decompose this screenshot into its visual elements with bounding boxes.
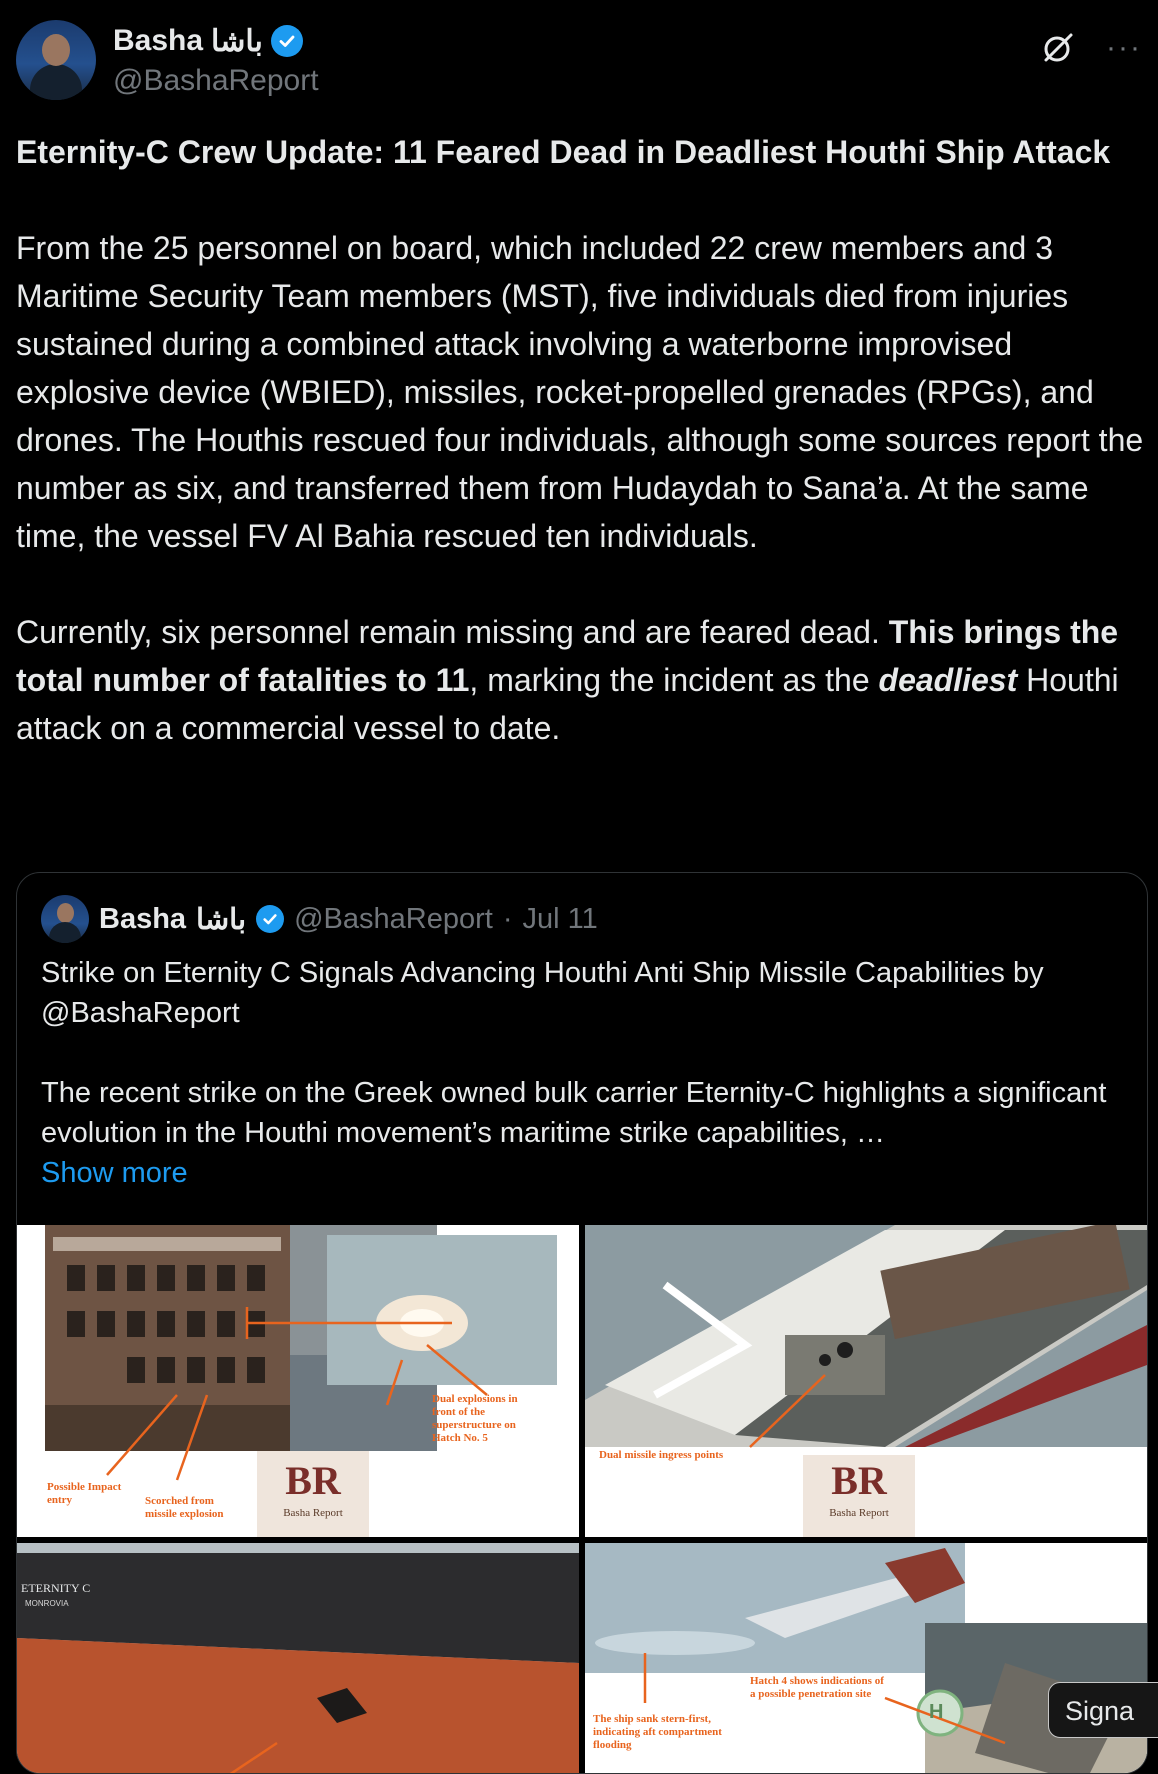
annotation-impact-entry: Possible Impact entry — [47, 1481, 122, 1506]
post-actions-top — [1040, 30, 1142, 66]
post-paragraph-2-bold: This brings the total number of fatalities to 11 — [16, 614, 1119, 698]
post-paragraph-2-start: Currently, six personnel remain missing and are feared dead. — [16, 614, 889, 650]
quoted-paragraph-1: Strike on Eternity C Signals Advancing Houthi Anti Ship Missile Capabilities by @BashaReport — [41, 957, 1044, 1029]
quoted-post[interactable] — [16, 872, 1148, 1774]
author-avatar[interactable] — [16, 20, 96, 100]
annotation-dual-explosions: Dual explosions in front of the superstructure on Hatch No. 5 — [432, 1393, 518, 1444]
meta-separator: · — [502, 902, 513, 935]
post-paragraph-1: From the 25 personnel on board, which included 22 crew members and 3 Maritime Security Team members (MST), five individuals died from injuries sustained during a combined attack involving a waterborne improvised explosive device (WBIED), missiles, rocket-propelled grenades (RPGs), and drones. The Houthis rescued four individuals, although some sources report the number as six, and transferred them from Hudaydah to Sana’a. At the same time, the vessel FV Al Bahia rescued ten individuals. — [16, 230, 1144, 554]
verified-badge-icon[interactable] — [271, 25, 303, 57]
post-paragraph-2-italic: deadliest — [878, 662, 1018, 698]
media-image-1[interactable] — [17, 1225, 579, 1537]
tooltip-label: Signa — [1048, 1682, 1158, 1738]
show-more-link[interactable]: Show more — [41, 1157, 188, 1189]
media-image-2[interactable] — [585, 1225, 1147, 1537]
author-names — [113, 22, 319, 98]
media-grid — [17, 1225, 1147, 1774]
post-body — [16, 128, 1146, 800]
author-handle[interactable]: @BashaReport — [113, 64, 319, 97]
post-header — [16, 20, 1142, 100]
basha-report-logo: BR Basha Report — [803, 1455, 915, 1537]
more-icon[interactable]: ··· — [1106, 31, 1142, 64]
annotation-hatch-4: Hatch 4 shows indications of a possible penetration site — [750, 1675, 884, 1700]
media-image-3[interactable] — [17, 1543, 579, 1774]
verified-badge-icon — [256, 905, 284, 933]
quoted-author-name: Basha — [99, 902, 187, 935]
author-name-arabic[interactable]: باشا — [211, 24, 263, 58]
author-display-name[interactable] — [113, 22, 319, 60]
annotation-stern-first: The ship sank stern-first, indicating aft compartment flooding — [593, 1713, 722, 1751]
basha-report-logo: BR Basha Report — [257, 1455, 369, 1537]
quoted-post-text — [41, 953, 1131, 1193]
quoted-author-handle: @BashaReport — [294, 902, 493, 935]
quoted-post-header — [41, 895, 598, 943]
grok-icon[interactable] — [1040, 30, 1076, 66]
media-image-4[interactable] — [585, 1543, 1147, 1774]
post-paragraph-2-mid: , marking the incident as the — [469, 662, 879, 698]
post-paragraph-2 — [16, 608, 1146, 752]
annotation-dual-missile-ingress: Dual missile ingress points — [599, 1449, 724, 1461]
author-name[interactable]: Basha — [113, 24, 204, 57]
annotation-scorched: Scorched from missile explosion — [145, 1495, 224, 1520]
hull-name: ETERNITY C — [21, 1581, 91, 1595]
quoted-post-date: Jul 11 — [522, 902, 598, 935]
quoted-paragraph-2: The recent strike on the Greek owned bulk carrier Eternity-C highlights a significant evolution in the Houthi movement’s maritime strike capabilities, … — [41, 1077, 1107, 1149]
quoted-author-avatar — [41, 895, 89, 943]
quoted-author-name-arabic: باشا — [196, 903, 247, 936]
post-paragraph-2-end: Houthi attack on a commercial vessel to date. — [16, 662, 1119, 746]
post-title: Eternity-C Crew Update: 11 Feared Dead in Deadliest Houthi Ship Attack — [16, 134, 1111, 170]
hull-port: MONROVIA — [25, 1599, 69, 1608]
helipad-marker: H — [929, 1701, 944, 1723]
